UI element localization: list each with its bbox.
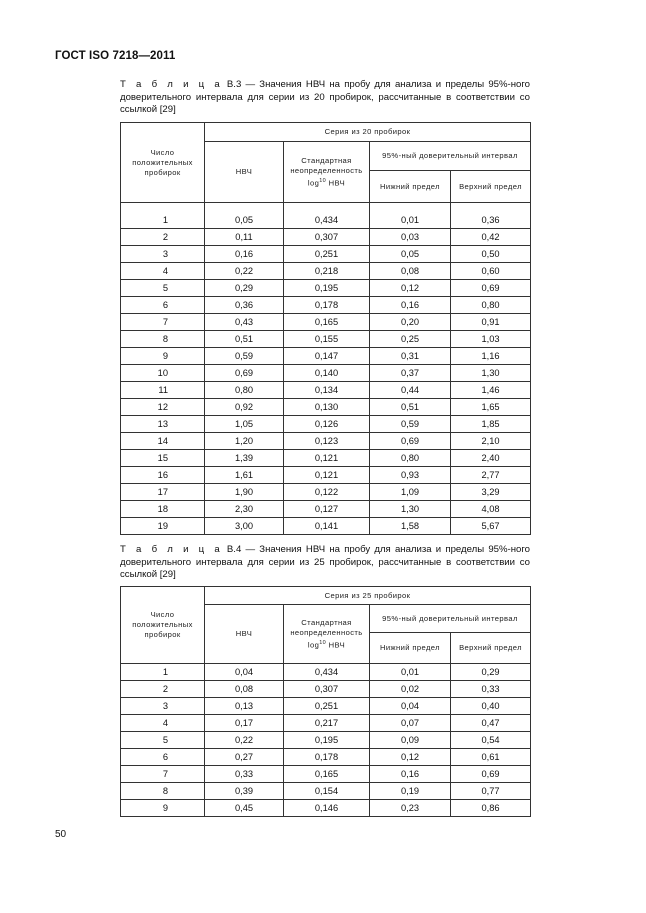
table-cell: 1,09: [370, 484, 451, 501]
table2-col-lower: Нижний предел: [370, 633, 451, 664]
table-cell: 0,12: [370, 280, 451, 297]
table-cell: 14: [121, 433, 205, 450]
table1-series-header: Серия из 20 пробирок: [205, 123, 531, 142]
table-cell: 0,36: [451, 212, 531, 229]
table-row: [121, 365, 531, 382]
table-cell: 0,42: [451, 229, 531, 246]
table2-col-upper: Верхний предел: [451, 633, 531, 664]
table-cell: 0,307: [284, 229, 370, 246]
table1-col-upper: Верхний предел: [451, 171, 531, 203]
table1-caption-text: В.3 — Значения НВЧ на пробу для анализа и пределы 95%-ного доверительного интервала для серии из 20 пробирок, рассчитанные в соответствии со ссылкой [29]: [120, 79, 530, 116]
table-cell: 0,218: [284, 263, 370, 280]
table-cell: 0,16: [370, 766, 451, 783]
table-cell: 0,01: [370, 212, 451, 229]
table-cell: 0,27: [205, 749, 284, 766]
table-cell: 10: [121, 365, 205, 382]
table-cell: 0,05: [205, 212, 284, 229]
table1-col-std: [284, 142, 370, 203]
table-cell: 0,40: [451, 698, 531, 715]
table-cell: 4: [121, 715, 205, 732]
table-row: [121, 416, 531, 433]
table-cell: 0,22: [205, 732, 284, 749]
table-cell: 3: [121, 246, 205, 263]
table-cell: 1: [121, 212, 205, 229]
table-cell: 0,69: [451, 766, 531, 783]
table-cell: 0,80: [451, 297, 531, 314]
table-cell: 0,91: [451, 314, 531, 331]
table-row: [121, 732, 531, 749]
table-cell: 8: [121, 783, 205, 800]
table-cell: 0,59: [370, 416, 451, 433]
table-cell: 9: [121, 348, 205, 365]
table-row: [121, 314, 531, 331]
table1-col-mpn: НВЧ: [205, 142, 284, 203]
table-cell: 0,121: [284, 450, 370, 467]
table-cell: 6: [121, 749, 205, 766]
table-row: [121, 331, 531, 348]
gap-cell: [284, 203, 370, 213]
table-cell: 0,25: [370, 331, 451, 348]
table-cell: 0,69: [205, 365, 284, 382]
table-cell: 0,69: [451, 280, 531, 297]
table-row: [121, 433, 531, 450]
table-row: [121, 212, 531, 229]
table-cell: 0,140: [284, 365, 370, 382]
table-cell: 4,08: [451, 501, 531, 518]
table-cell: 0,45: [205, 800, 284, 817]
table-cell: 0,178: [284, 749, 370, 766]
table-row: [121, 664, 531, 681]
table-cell: 0,12: [370, 749, 451, 766]
table-cell: 0,122: [284, 484, 370, 501]
table-cell: 0,93: [370, 467, 451, 484]
table-cell: 0,127: [284, 501, 370, 518]
table-cell: 0,147: [284, 348, 370, 365]
table-cell: 0,03: [370, 229, 451, 246]
table-cell: 0,141: [284, 518, 370, 535]
table-cell: 0,36: [205, 297, 284, 314]
table-cell: 0,69: [370, 433, 451, 450]
table-cell: 0,251: [284, 246, 370, 263]
table2-caption-text: В.4 — Значения НВЧ на пробу для анализа и пределы 95%-ного доверительного интервала для серии из 25 пробирок, рассчитанные в соответствии со ссылкой [29]: [120, 544, 530, 581]
table-cell: 2,30: [205, 501, 284, 518]
table-cell: 0,01: [370, 664, 451, 681]
table-cell: 0,307: [284, 681, 370, 698]
table1-caption: [120, 79, 530, 117]
table-cell: 1,46: [451, 382, 531, 399]
table-cell: 4: [121, 263, 205, 280]
table-row: [121, 297, 531, 314]
table-cell: 2,40: [451, 450, 531, 467]
table-cell: 0,33: [451, 681, 531, 698]
table1: [120, 122, 531, 535]
table-cell: 0,195: [284, 280, 370, 297]
table-cell: 0,86: [451, 800, 531, 817]
table-cell: 0,77: [451, 783, 531, 800]
table-cell: 2: [121, 681, 205, 698]
table2-col-ci: 95%-ный доверительный интервал: [370, 605, 531, 633]
table2-col-std-prefix: Стандартная неопределенность log: [290, 617, 363, 650]
table-cell: 11: [121, 382, 205, 399]
table-cell: 0,16: [370, 297, 451, 314]
table-row: [121, 766, 531, 783]
table-row: [121, 749, 531, 766]
table-row: [121, 399, 531, 416]
table-cell: 0,61: [451, 749, 531, 766]
table-cell: 5: [121, 732, 205, 749]
table-cell: 5: [121, 280, 205, 297]
table-cell: 0,43: [205, 314, 284, 331]
gap-cell: [205, 203, 284, 213]
table1-col-number: Число положительных пробирок: [121, 123, 205, 203]
table-cell: 6: [121, 297, 205, 314]
table-cell: 0,23: [370, 800, 451, 817]
table-cell: 1,39: [205, 450, 284, 467]
table-cell: 12: [121, 399, 205, 416]
table-cell: 0,22: [205, 263, 284, 280]
table-cell: 0,434: [284, 664, 370, 681]
table-cell: 1: [121, 664, 205, 681]
table-cell: 5,67: [451, 518, 531, 535]
gap-cell: [370, 203, 451, 213]
table-cell: 1,65: [451, 399, 531, 416]
table-row: [121, 783, 531, 800]
table-cell: 1,20: [205, 433, 284, 450]
table-cell: 0,217: [284, 715, 370, 732]
table-row: [121, 382, 531, 399]
table-row: [121, 501, 531, 518]
table-cell: 0,09: [370, 732, 451, 749]
table1-col-ci: 95%-ный доверительный интервал: [370, 142, 531, 171]
table-cell: 16: [121, 467, 205, 484]
table2-caption-prefix: Т а б л и ц а: [120, 544, 223, 555]
table-cell: 0,04: [370, 698, 451, 715]
table-cell: 0,178: [284, 297, 370, 314]
table-cell: 7: [121, 314, 205, 331]
table-cell: 0,19: [370, 783, 451, 800]
table-cell: 1,16: [451, 348, 531, 365]
page-number: 50: [55, 829, 67, 840]
table-cell: 0,07: [370, 715, 451, 732]
table2-col-number: Число положительных пробирок: [121, 587, 205, 664]
table-cell: 0,29: [451, 664, 531, 681]
table-row: [121, 229, 531, 246]
gap-cell: [451, 203, 531, 213]
table-cell: 0,39: [205, 783, 284, 800]
table-cell: 13: [121, 416, 205, 433]
table1-col-std-suffix: НВЧ: [326, 178, 346, 188]
table-cell: 0,126: [284, 416, 370, 433]
table-cell: 17: [121, 484, 205, 501]
table-cell: 0,31: [370, 348, 451, 365]
table-cell: 7: [121, 766, 205, 783]
table-cell: 3,29: [451, 484, 531, 501]
table-cell: 0,20: [370, 314, 451, 331]
table-cell: 1,30: [370, 501, 451, 518]
table-row: [121, 246, 531, 263]
table-cell: 1,90: [205, 484, 284, 501]
table-cell: 3: [121, 698, 205, 715]
table-cell: 8: [121, 331, 205, 348]
table2: [120, 586, 531, 817]
table2-caption: [120, 544, 530, 582]
table-cell: 1,05: [205, 416, 284, 433]
table-cell: 0,02: [370, 681, 451, 698]
table-cell: 0,37: [370, 365, 451, 382]
table-cell: 0,51: [205, 331, 284, 348]
table-cell: 0,134: [284, 382, 370, 399]
table2-series-header: Серия из 25 пробирок: [205, 587, 531, 605]
table-row: [121, 698, 531, 715]
table-cell: 19: [121, 518, 205, 535]
table-cell: 0,154: [284, 783, 370, 800]
table-row: [121, 280, 531, 297]
table2-col-std-sup: 10: [319, 639, 327, 646]
table-cell: 0,54: [451, 732, 531, 749]
table2-col-mpn: НВЧ: [205, 605, 284, 664]
table-cell: 0,92: [205, 399, 284, 416]
table-cell: 1,85: [451, 416, 531, 433]
table-cell: 0,08: [205, 681, 284, 698]
table1-col-std-prefix: Стандартная неопределенность log: [290, 155, 363, 188]
table-cell: 0,50: [451, 246, 531, 263]
table-cell: 0,121: [284, 467, 370, 484]
table-cell: 0,251: [284, 698, 370, 715]
table-cell: 0,165: [284, 766, 370, 783]
table-row: [121, 484, 531, 501]
table-cell: 0,13: [205, 698, 284, 715]
table-cell: 0,130: [284, 399, 370, 416]
table-cell: 0,51: [370, 399, 451, 416]
table1-caption-prefix: Т а б л и ц а: [120, 79, 223, 90]
table-row: [121, 715, 531, 732]
table-cell: 2: [121, 229, 205, 246]
table-cell: 0,17: [205, 715, 284, 732]
table-cell: 0,08: [370, 263, 451, 280]
table-cell: 18: [121, 501, 205, 518]
table2-col-std-suffix: НВЧ: [326, 640, 346, 650]
table1-col-std-sup: 10: [319, 177, 327, 184]
table-cell: 2,10: [451, 433, 531, 450]
table-row: [121, 681, 531, 698]
table-cell: 0,33: [205, 766, 284, 783]
table-cell: 1,30: [451, 365, 531, 382]
table-row: [121, 467, 531, 484]
table-cell: 1,58: [370, 518, 451, 535]
table-cell: 0,44: [370, 382, 451, 399]
table-cell: 2,77: [451, 467, 531, 484]
table-cell: 0,59: [205, 348, 284, 365]
table-row: [121, 348, 531, 365]
document-header: ГОСТ ISO 7218—2011: [55, 50, 176, 62]
table-cell: 0,123: [284, 433, 370, 450]
table-cell: 0,60: [451, 263, 531, 280]
table-cell: 1,03: [451, 331, 531, 348]
table-cell: 0,80: [205, 382, 284, 399]
table-row: [121, 450, 531, 467]
table-cell: 0,195: [284, 732, 370, 749]
table-cell: 0,80: [370, 450, 451, 467]
table-cell: 15: [121, 450, 205, 467]
gap-cell: [121, 203, 205, 213]
table-cell: 0,165: [284, 314, 370, 331]
table1-header-gap: [121, 203, 531, 213]
table-cell: 0,16: [205, 246, 284, 263]
table-row: [121, 518, 531, 535]
table-row: [121, 263, 531, 280]
table2-col-std: [284, 605, 370, 664]
table-cell: 0,47: [451, 715, 531, 732]
table-row: [121, 800, 531, 817]
table-cell: 0,146: [284, 800, 370, 817]
table-cell: 9: [121, 800, 205, 817]
table-cell: 0,11: [205, 229, 284, 246]
table-cell: 0,05: [370, 246, 451, 263]
table-cell: 3,00: [205, 518, 284, 535]
table1-col-lower: Нижний предел: [370, 171, 451, 203]
table-cell: 0,29: [205, 280, 284, 297]
table-cell: 0,155: [284, 331, 370, 348]
table-cell: 0,434: [284, 212, 370, 229]
table-cell: 0,04: [205, 664, 284, 681]
table-cell: 1,61: [205, 467, 284, 484]
